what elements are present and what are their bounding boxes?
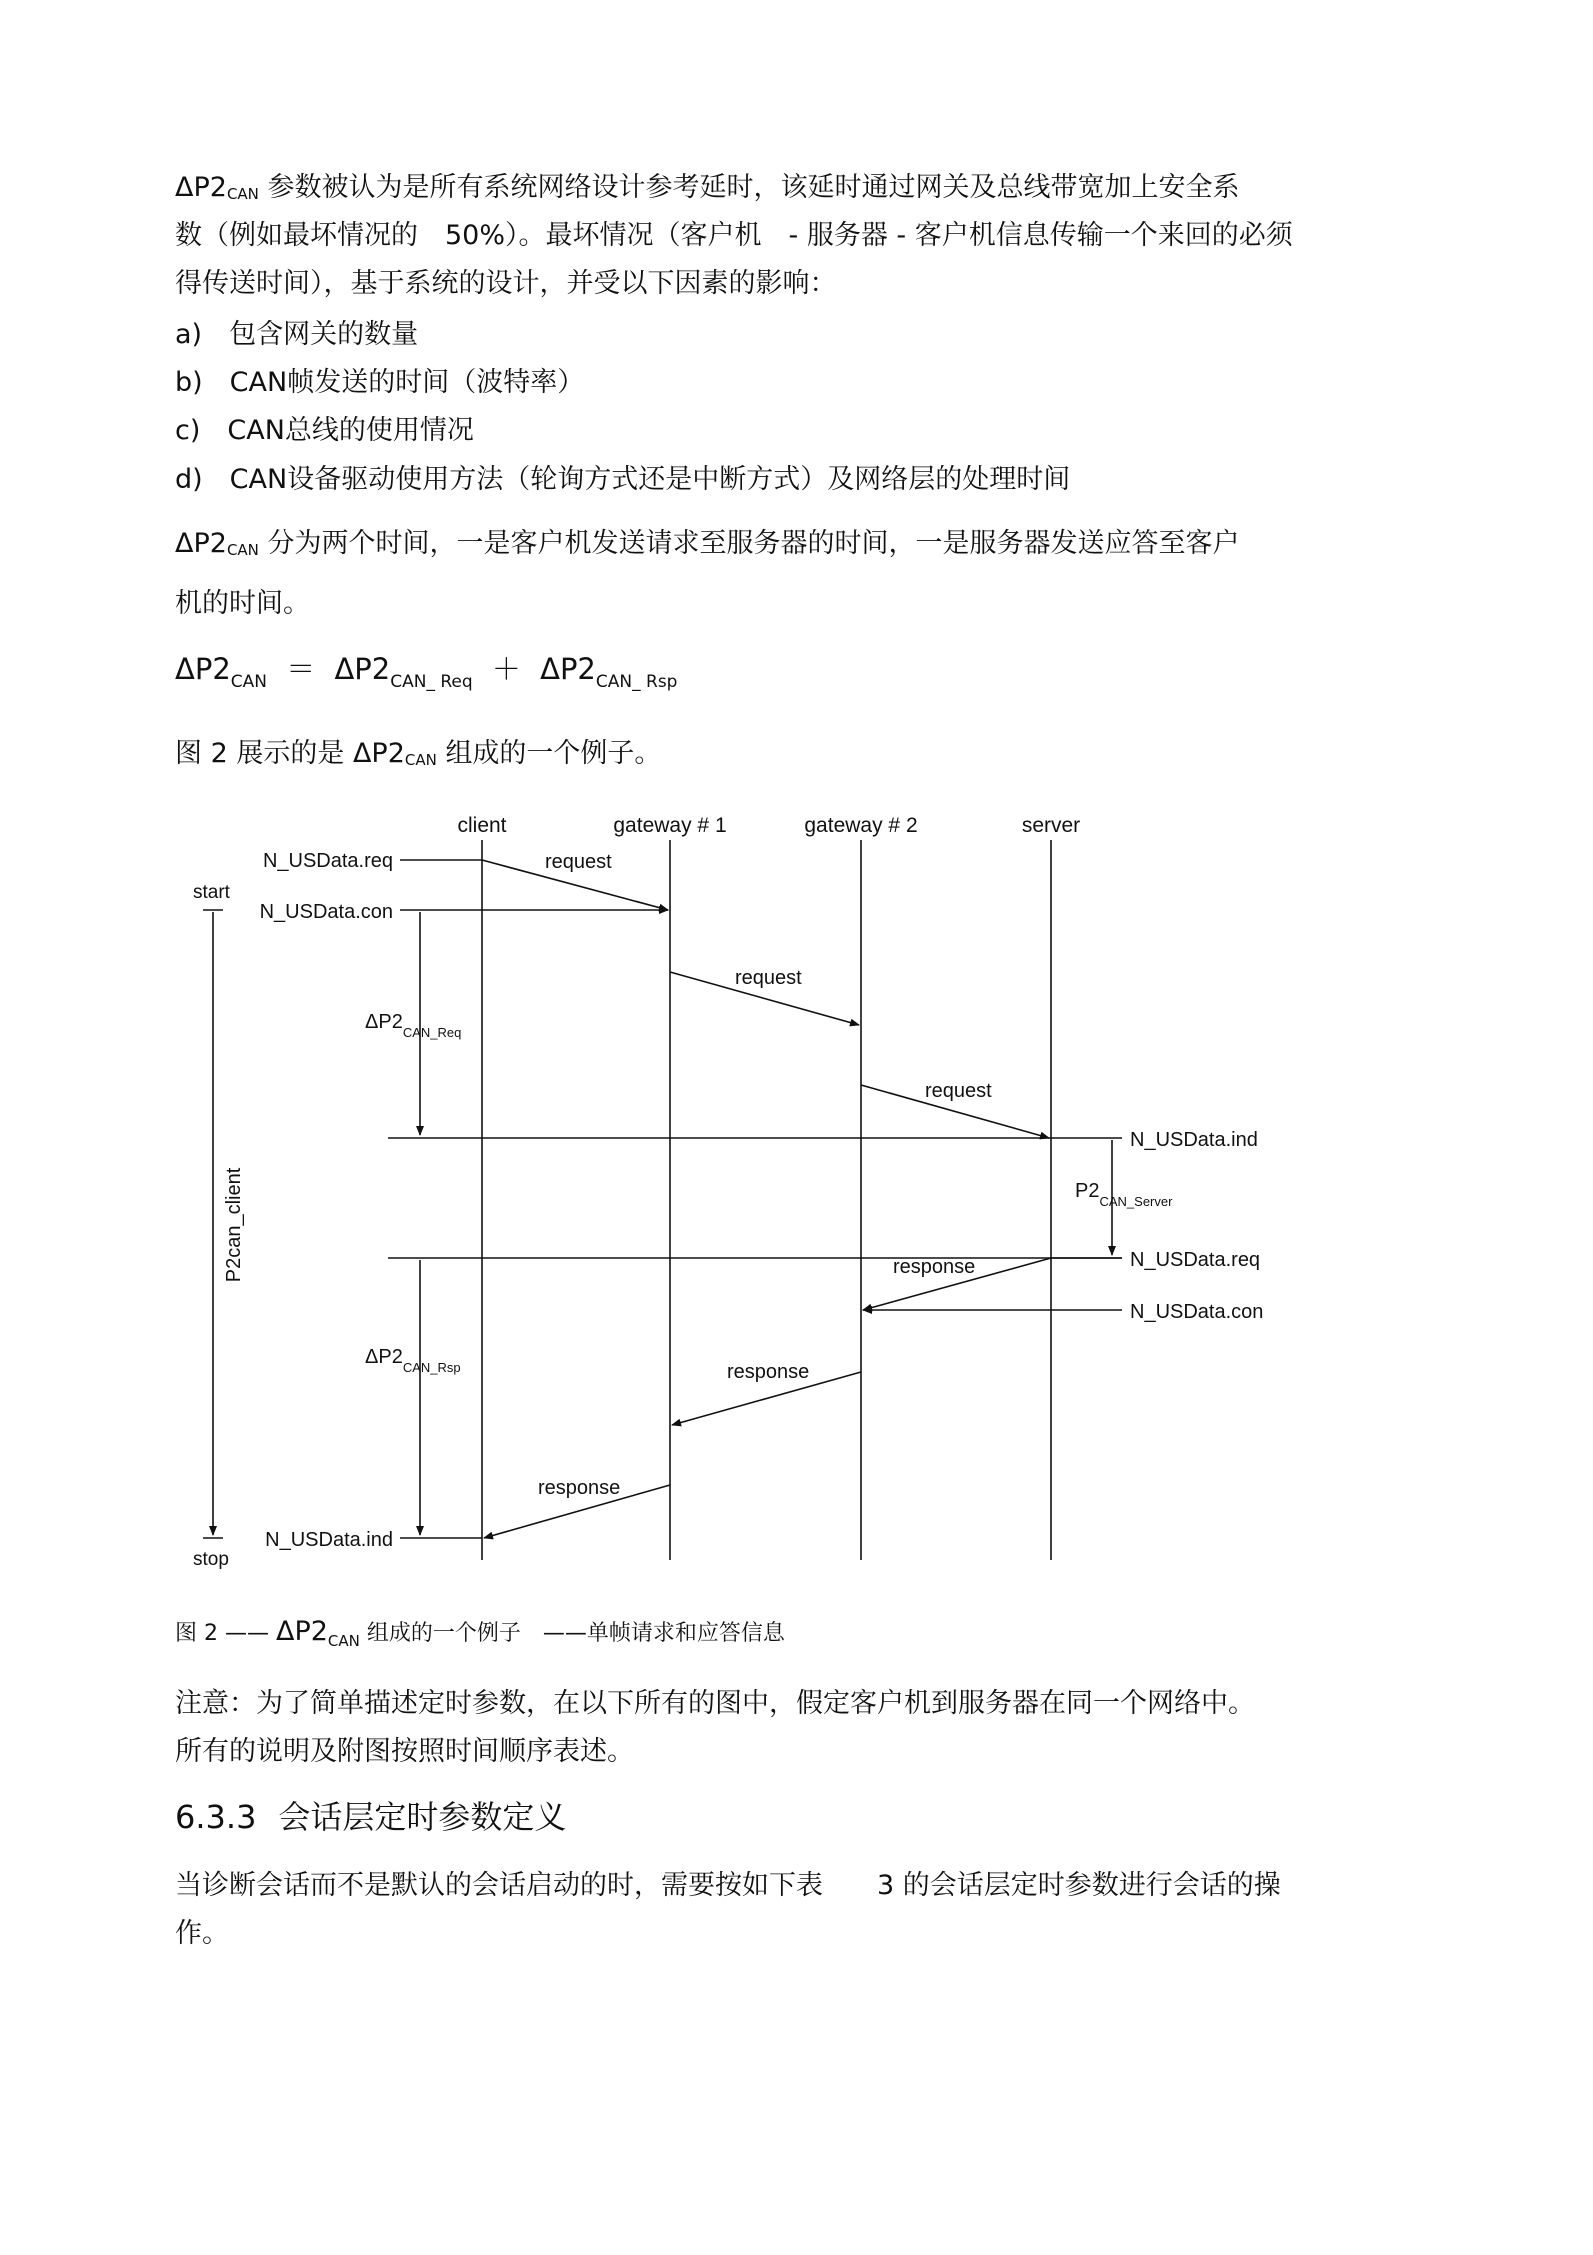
formula-lhs-sub: CAN — [230, 672, 267, 692]
label-request-2: request — [735, 967, 802, 989]
p2-server-symbol: P2 — [1075, 1180, 1100, 1202]
label-n-usdata-req-server: N_USData.req — [1130, 1249, 1261, 1271]
label-response-3: response — [538, 1477, 621, 1499]
list-item: c) CAN总线的使用情况 — [175, 415, 474, 446]
formula-term-2-sub: CAN_ Rsp — [595, 672, 678, 692]
note-line-2: 所有的说明及附图按照时间顺序表述。 — [175, 1736, 634, 1767]
formula-term-1: ΔP2 — [334, 652, 391, 686]
figure-intro-prefix: 图 2 展示的是 — [175, 738, 345, 769]
caption-prefix: 图 2 —— — [175, 1621, 269, 1646]
p2-server-sub: CAN_Server — [1099, 1194, 1173, 1209]
label-dp2-req — [365, 1011, 461, 1040]
paragraph-3-line-2: 作。 — [175, 1918, 229, 1949]
figure-caption — [175, 1616, 785, 1650]
label-p2-server — [1075, 1180, 1173, 1209]
label-start: start — [193, 882, 230, 903]
label-n-usdata-ind-client: N_USData.ind — [265, 1529, 393, 1551]
subscript: CAN — [327, 1632, 360, 1650]
label-dp2-rsp — [365, 1346, 461, 1375]
subscript: CAN — [404, 751, 437, 769]
dp2-rsp-sub: CAN_Rsp — [402, 1360, 461, 1375]
label-p2can-client: P2can_client — [223, 1167, 245, 1283]
label-request-3: request — [925, 1080, 992, 1102]
formula-lhs: ΔP2 — [175, 652, 231, 686]
paragraph-2-line-2: 机的时间。 — [175, 588, 310, 619]
label-n-usdata-req-client: N_USData.req — [262, 850, 393, 872]
section-heading — [175, 1792, 566, 1838]
label-response-2: response — [727, 1361, 810, 1383]
label-request-1: request — [545, 851, 612, 873]
section-title: 会话层定时参数定义 — [278, 1798, 567, 1836]
dp2-rsp-symbol: ΔP2 — [365, 1346, 403, 1368]
delta-symbol: ΔP2 — [352, 738, 405, 769]
delta-symbol: ΔP2 — [175, 172, 227, 203]
subscript: CAN — [226, 185, 259, 203]
label-n-usdata-con-client: N_USData.con — [259, 901, 393, 923]
paragraph-1-line-3: 得传送时间），基于系统的设计，并受以下因素的影响： — [175, 268, 837, 299]
caption-suffix: 组成的一个例子 ——单帧请求和应答信息 — [366, 1621, 785, 1646]
list-item: d) CAN设备驱动使用方法（轮询方式还是中断方式）及网络层的处理时间 — [175, 464, 1071, 495]
list-item: b) CAN帧发送的时间（波特率） — [175, 367, 585, 398]
paragraph-text: 分为两个时间，一是客户机发送请求至服务器的时间，一是服务器发送应答至客户 — [267, 528, 1240, 559]
paragraph-3-line-1: 当诊断会话而不是默认的会话启动的时，需要按如下表 3 的会话层定时参数进行会话的操 — [175, 1870, 1281, 1901]
subscript: CAN — [226, 541, 259, 559]
delta-symbol: ΔP2 — [275, 1616, 328, 1647]
formula-term-1-sub: CAN_ Req — [390, 672, 473, 692]
figure-intro-suffix: 组成的一个例子。 — [445, 738, 662, 769]
column-gateway-1: gateway # 1 — [613, 814, 727, 837]
column-server: server — [1021, 814, 1081, 837]
delta-symbol: ΔP2 — [175, 528, 227, 559]
column-client: client — [457, 814, 507, 837]
formula-term-2: ΔP2 — [540, 652, 596, 686]
dp2-req-symbol: ΔP2 — [365, 1011, 403, 1033]
label-response-1: response — [893, 1256, 976, 1278]
dp2-req-sub: CAN_Req — [402, 1025, 462, 1040]
formula-equals: ＝ — [286, 652, 316, 686]
label-n-usdata-ind-server: N_USData.ind — [1130, 1129, 1258, 1151]
formula-plus: ＋ — [491, 652, 521, 686]
label-n-usdata-con-server: N_USData.con — [1130, 1301, 1264, 1323]
list-item: a) 包含网关的数量 — [175, 319, 419, 350]
paragraph-text: 参数被认为是所有系统网络设计参考延时，该延时通过网关及总线带宽加上安全系 — [267, 172, 1240, 203]
column-gateway-2: gateway # 2 — [804, 814, 918, 837]
paragraph-1-line-2: 数（例如最坏情况的 50%）。最坏情况（客户机 - 服务器 - 客户机信息传输一个来回的必须 — [175, 220, 1293, 251]
label-stop: stop — [193, 1549, 229, 1570]
note-line-1: 注意：为了简单描述定时参数，在以下所有的图中，假定客户机到服务器在同一个网络中。 — [175, 1688, 1255, 1719]
section-number: 6.3.3 — [175, 1798, 257, 1836]
